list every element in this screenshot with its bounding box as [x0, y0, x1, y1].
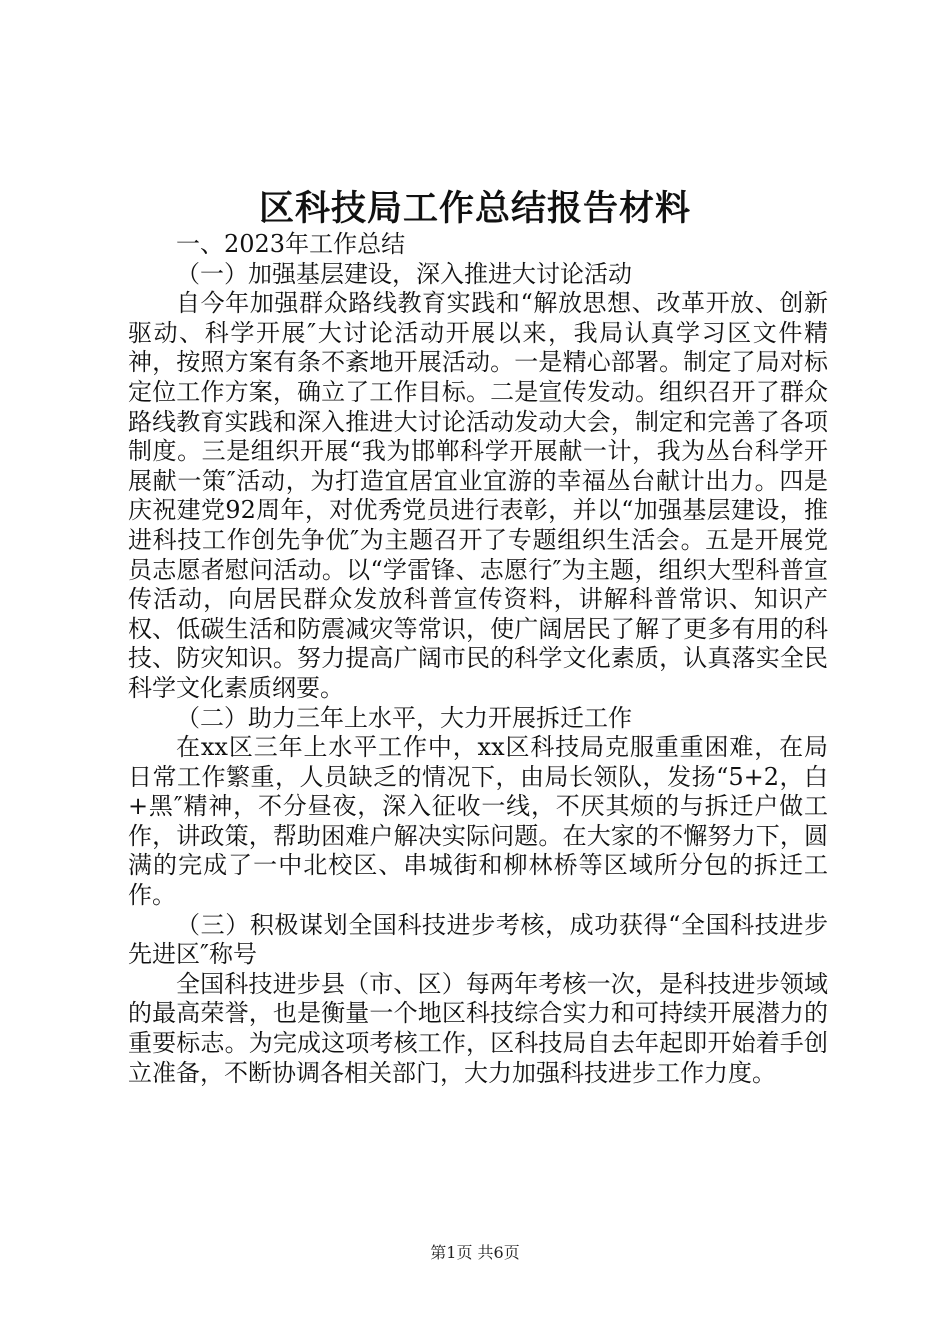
document-body: [128, 230, 828, 1088]
body-paragraph: 自今年加强群众路线教育实践和“解放思想、改革开放、创新驱动、科学开展″大讨论活动开展以来，我局认真学习区文件精神，按照方案有条不紊地开展活动。一是精心部署。制定了局对标定位工作方案，确立了工作目标。二是宣传发动。组织召开了群众路线教育实践和深入推进大讨论活动发动大会，制定和完善了各项制度。三是组织开展“我为邯郸科学开展献一计，我为丛台科学开展献一策″活动，为打造宜居宜业宜游的幸福丛台献计出力。四是庆祝建党92周年，对优秀党员进行表彰，并以“加强基层建设，推进科技工作创先争优″为主题召开了专题组织生活会。五是开展党员志愿者慰问活动。以“学雷锋、志愿行″为主题，组织大型科普宣传活动，向居民群众发放科普宣传资料，讲解科普常识、知识产权、低碳生活和防震减灾等常识，使广阔居民了解了更多有用的科技、防灾知识。努力提高广阔市民的科学文化素质，认真落实全民科学文化素质纲要。: [128, 289, 828, 702]
document-title: 区科技局工作总结报告材料: [258, 188, 691, 229]
subsection-heading: （一）加强基层建设，深入推进大讨论活动: [176, 259, 632, 288]
subsection-heading: （二）助力三年上水平，大力开展拆迁工作: [176, 703, 632, 732]
section-heading: 一、2023年工作总结: [176, 230, 406, 258]
body-paragraph: 在xx区三年上水平工作中，xx区科技局克服重重困难，在局日常工作繁重，人员缺乏的情况下，由局长领队，发扬“5+2，白+黑″精神，不分昼夜，深入征收一线，不厌其烦的与拆迁户做工作，讲政策，帮助困难户解决实际问题。在大家的不懈努力下，圆满的完成了一中北校区、串城街和柳林桥等区域所分包的拆迁工作。: [128, 733, 828, 910]
page-footer: 第1页 共6页: [430, 1243, 520, 1262]
body-paragraph: 全国科技进步县（市、区）每两年考核一次，是科技进步领域的最高荣誉，也是衡量一个地区科技综合实力和可持续开展潜力的重要标志。为完成这项考核工作，区科技局自去年起即开始着手创立准备，不断协调各相关部门，大力加强科技进步工作力度。: [128, 969, 828, 1087]
subsection-heading: （三）积极谋划全国科技进步考核，成功获得“全国科技进步先进区″称号: [128, 910, 828, 969]
